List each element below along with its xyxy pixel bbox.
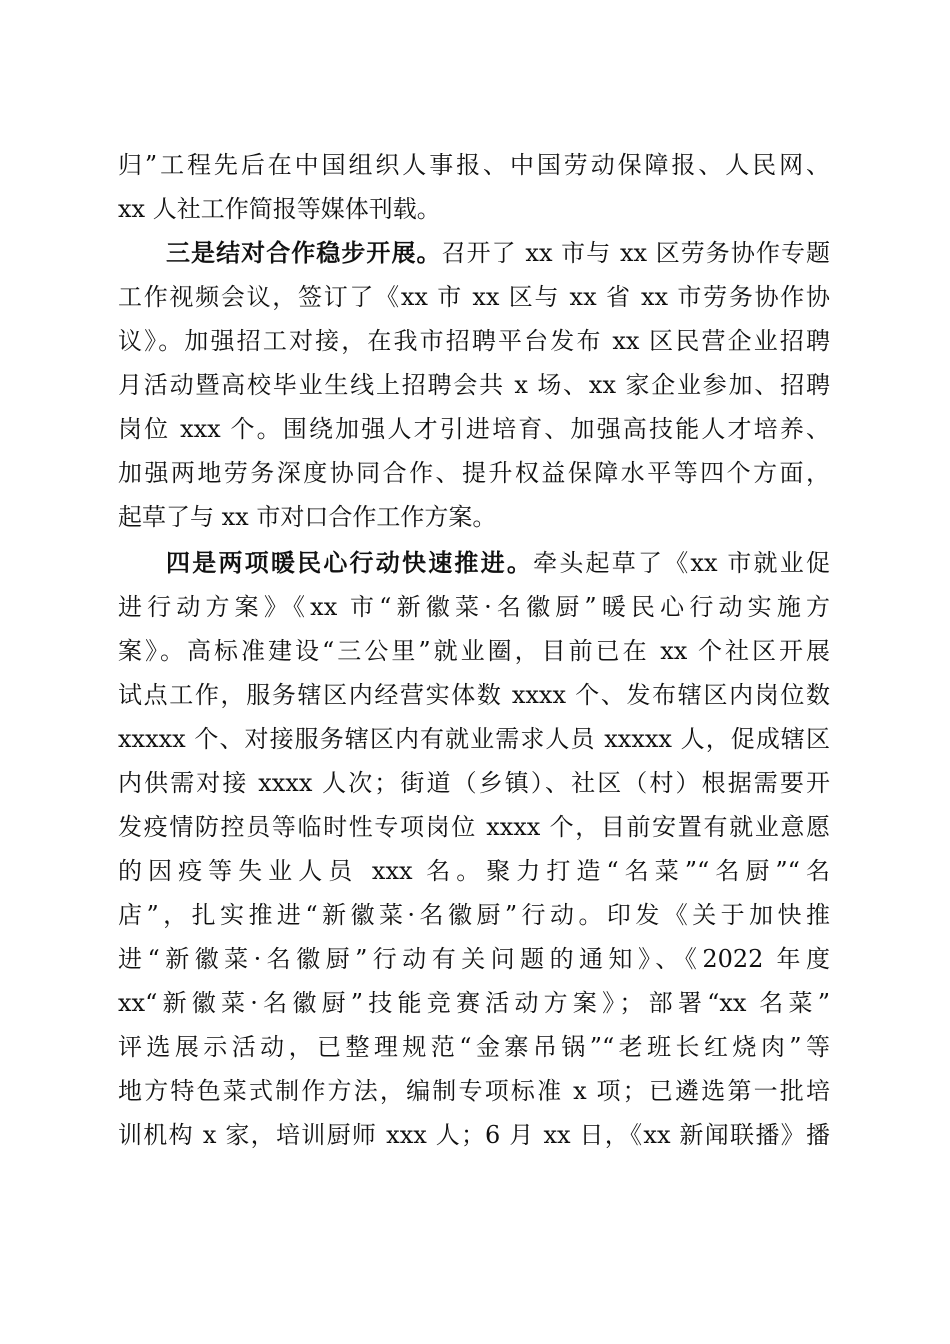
text-line: 内供需对接 xxxx 人次；街道（乡镇）、社区（村）根据需要开: [118, 769, 830, 797]
text-line: 议》。加强招工对接，在我市招聘平台发布 xx 区民营企业招聘: [118, 327, 830, 355]
text-line: xx“新徽菜·名徽厨”技能竞赛活动方案》；部署“xx 名菜”: [118, 989, 830, 1017]
text-line: 月活动暨高校毕业生线上招聘会共 x 场、xx 家企业参加、招聘: [118, 371, 830, 399]
text-line: 岗位 xxx 个。围绕加强人才引进培育、加强高技能人才培养、: [118, 415, 830, 443]
paragraph-lead-heading: 三是结对合作稳步开展。: [166, 238, 442, 267]
text-line: 评选展示活动，已整理规范“金寨吊锅”“老班长红烧肉”等: [118, 1033, 830, 1061]
text-line: xxxxx 个、对接服务辖区内有就业需求人员 xxxxx 人，促成辖区: [118, 725, 830, 753]
text-line: 试点工作，服务辖区内经营实体数 xxxx 个、发布辖区内岗位数: [118, 681, 830, 709]
text-line: 加强两地劳务深度协同合作、提升权益保障水平等四个方面，: [118, 459, 830, 487]
text-line: 的因疫等失业人员 xxx 名。聚力打造“名菜”“名厨”“名: [118, 857, 830, 885]
text-line: 归”工程先后在中国组织人事报、中国劳动保障报、人民网、: [118, 151, 830, 179]
paragraph-first-line-text: 召开了 xx 市与 xx 区劳务协作专题: [441, 239, 831, 267]
paragraph-lead-heading: 四是两项暖民心行动快速推进。: [166, 548, 534, 577]
text-line: 店”，扎实推进“新徽菜·名徽厨”行动。印发《关于加快推: [118, 901, 830, 929]
text-line: 工作视频会议，签订了《xx 市 xx 区与 xx 省 xx 市劳务协作协: [118, 283, 830, 311]
paragraph-first-line: [166, 231, 830, 275]
text-line: 起草了与 xx 市对口合作工作方案。: [118, 503, 497, 531]
text-line: 进行动方案》《xx 市“新徽菜·名徽厨”暖民心行动实施方: [118, 593, 830, 621]
text-line: 案》。高标准建设“三公里”就业圈，目前已在 xx 个社区开展: [118, 637, 830, 665]
text-line: 进“新徽菜·名徽厨”行动有关问题的通知》、《2022 年度: [118, 945, 830, 973]
text-line: xx 人社工作简报等媒体刊载。: [118, 195, 441, 223]
text-line: 训机构 x 家，培训厨师 xxx 人；6 月 xx 日，《xx 新闻联播》播: [118, 1121, 830, 1149]
text-line: 发疫情防控员等临时性专项岗位 xxxx 个，目前安置有就业意愿: [118, 813, 830, 841]
paragraph-first-line: [166, 541, 830, 585]
text-line: 地方特色菜式制作方法，编制专项标准 x 项；已遴选第一批培: [118, 1077, 830, 1105]
paragraph-first-line-text: 牵头起草了《xx 市就业促: [533, 549, 830, 577]
